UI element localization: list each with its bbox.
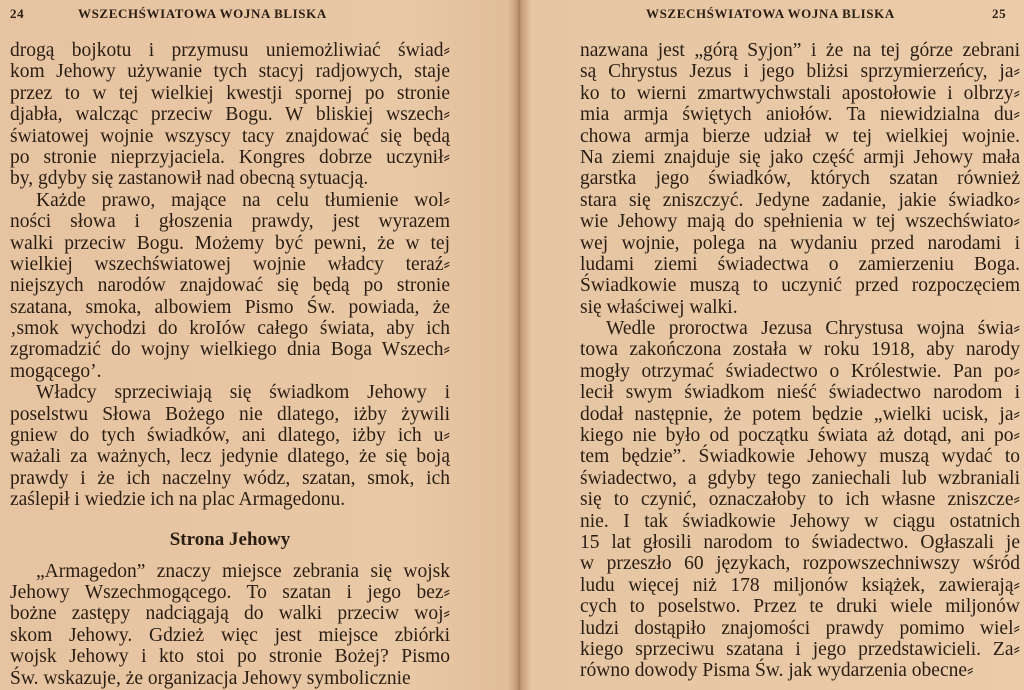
left-page (0, 0, 500, 690)
text-line: ważali za ważnych, lecz jedynie dlatego, że się boją (10, 446, 450, 468)
text-line: szatana, smoka, albowiem Pismo Św. powiada, że (10, 296, 450, 318)
paragraph (10, 40, 450, 190)
text-line: Świadkowie muszą to uczynić przed rozpoczęciem (580, 275, 1020, 297)
text-line: Wedle proroctwa Jezusa Chrystusa wojna świa⸗ (606, 318, 1020, 340)
text-line: ludami ziemi świadectwa o zamierzeniu Boga. (580, 253, 1020, 275)
text-line: prawdy i że ich naczelny wódz, szatan, smok, ich (10, 467, 450, 489)
text-line: świadectwo, a gdyby tego zaniechali lub wzbraniali (580, 467, 1020, 489)
text-line: kiego sprzeciwu szatana i jego przedstawicieli. Za⸗ (580, 638, 1020, 660)
text-line: Św. wskazuje, że organizacja Jehowy symbolicznie (10, 667, 411, 689)
text-line: djabła, walcząc przeciw Bogu. W bliskiej wszech⸗ (10, 104, 450, 126)
text-line: się to czynić, oznaczałoby to ich własne zniszcze⸗ (580, 489, 1020, 511)
text-line: światowej wojnie wszyscy tacy znajdować się będą (10, 125, 450, 147)
text-line: cych to poselstwo. Przez te druki wiele miljonów (580, 596, 1020, 618)
text-line: Na ziemi znajduje się jako część armji Jehowy mała (580, 146, 1020, 168)
text-line: Każde prawo, mające na celu tłumienie wol⸗ (36, 189, 450, 211)
text-line: dodał następnie, że potem będzie „wielki ucisk, ja⸗ (580, 403, 1020, 425)
section-heading: Strona Jehowy (169, 528, 291, 550)
text-line: niejszych narodów znajdować się będą po stronie (10, 275, 450, 297)
text-line: kiego nie było od początku świata aż dotąd, ani po⸗ (580, 425, 1020, 447)
right-page-number: 25 (992, 6, 1007, 21)
text-line: wej wojnie, polega na wydaniu przed narodami i (580, 232, 1020, 254)
paragraph (10, 382, 450, 510)
text-line: zaślepił i wiedzie ich na plac Armagedonu. (10, 489, 346, 511)
text-line: nie. I tak świadkowie Jehowy w ciągu ostatnich (580, 510, 1020, 532)
text-line: ‚smok wychodzi do kroIów całego świata, aby ich (10, 318, 450, 340)
text-line: drogą bojkotu i przymusu uniemożliwiać świad⸗ (10, 40, 450, 61)
text-line: garstka jego świadków, których szatan również (580, 168, 1020, 190)
text-line: poselstwu Słowa Bożego nie dlatego, iżby żywili (10, 403, 450, 425)
right-page-text (580, 40, 1020, 682)
text-line: ności słowa i głoszenia prawdy, jest wyrazem (10, 211, 450, 233)
text-line: mia armja świętych aniołów. Ta niewidzialna du⸗ (580, 104, 1020, 126)
text-line: wielkiej wszechświatowej wojnie władcy teraź⸗ (10, 253, 450, 275)
right-page (536, 0, 1024, 690)
text-line: walki przeciw Bogu. Możemy być pewni, że w tej (10, 232, 450, 254)
text-line: „Armagedon” znaczy miejsce zebrania się wojsk (36, 560, 450, 582)
text-line: mogły otrzymać świadectwo o Królestwie. Pan po⸗ (580, 360, 1020, 382)
text-line: skom Jehowy. Gdzież więc jest miejsce zbiórki (10, 624, 450, 646)
text-line: ko to wierni zmartwychwstali apostołowie i olbrzy⸗ (580, 82, 1020, 104)
book-gutter (508, 0, 530, 690)
text-line: lecił swym świadkom nieść świadectwo narodom i (580, 382, 1020, 404)
text-line: nazwana jest „górą Syjon” i że na tej górze zebrani (580, 40, 1020, 61)
left-page-number: 24 (10, 6, 25, 21)
text-line: towa zakończona została w roku 1918, aby narody (580, 339, 1020, 361)
right-running-head: WSZECHŚWIATOWA WOJNA BLISKA (646, 6, 895, 21)
text-line: wie Jehowy mają do spełnienia w tej wszechświato⸗ (580, 211, 1020, 233)
paragraph (10, 561, 450, 689)
text-line: bożne zastępy nadciągają do walki przeciw woj⸗ (10, 603, 450, 625)
paragraph (10, 190, 450, 383)
text-line: 15 lat głosili narodom to świadectwo. Ogłaszali je (580, 531, 1020, 553)
text-line: ludzi dostąpiło znajomości prawdy pomimo wiel⸗ (580, 617, 1020, 639)
left-running-head: WSZECHŚWIATOWA WOJNA BLISKA (78, 6, 327, 21)
text-line: gniew do tych świadków, ani dlatego, iżby ich u⸗ (10, 425, 450, 447)
text-line: po stronie nieprzyjaciela. Kongres dobrze uczynił⸗ (10, 146, 450, 168)
text-line: by, gdyby się zastanowił nad obecną sytuacją. (10, 168, 369, 190)
text-line: tem będzie”. Świadkowie Jehowy muszą wydać to (580, 446, 1020, 468)
left-page-text (10, 40, 450, 689)
text-line: zgromadzić do wojny wielkiego dnia Boga Wszech⸗ (10, 339, 450, 361)
text-line: ludu więcej niż 178 miljonów książek, zawierają⸗ (580, 574, 1020, 596)
text-line: Jehowy Wszechmogącego. To szatan i jego bez⸗ (10, 581, 450, 603)
text-line: przez to w tej wielkiej kwestji spornej po stronie (10, 82, 450, 104)
text-line: w przeszło 60 językach, rozpowszechniwszy wśród (580, 553, 1020, 575)
text-line: kom Jehowy używanie tych stacyj radjowych, staje (10, 61, 450, 83)
paragraph (580, 318, 1020, 682)
paragraph (580, 40, 1020, 318)
text-line: równo dowody Pisma Św. jak wydarzenia obecne⸗ (580, 660, 974, 682)
text-line: mogącego’. (10, 360, 102, 382)
text-line: Władcy sprzeciwiają się świadkom Jehowy i (36, 382, 450, 404)
text-line: stara się zniszczyć. Jedyne zadanie, jakie świadko⸗ (580, 189, 1020, 211)
text-line: są Chrystus Jezus i jego bliżsi sprzymierzeńcy, ja⸗ (580, 61, 1020, 83)
text-line: chowa armja bierze udział w tej wielkiej wojnie. (580, 125, 1020, 147)
text-line: wojsk Jehowy i kto stoi po stronie Bożej? Pismo (10, 646, 450, 668)
text-line: się właściwej walki. (580, 296, 738, 318)
